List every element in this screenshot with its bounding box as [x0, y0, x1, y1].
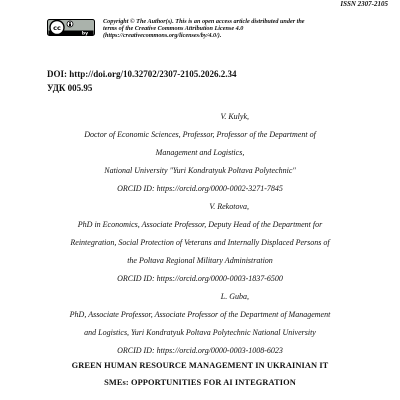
license-line: terms of the Creative Commons Attribution License 4.0 — [103, 25, 244, 33]
author-affiliation: the Poltava Regional Military Administration — [127, 256, 273, 265]
author-affiliation: and Logistics, Yuri Kondratyuk Poltava Polytechnic National University — [84, 328, 316, 337]
author-affiliation: PhD in Economics, Associate Professor, Deputy Head of the Department for — [77, 220, 323, 229]
author-name: V. Kulyk, — [220, 112, 249, 121]
issn-number: ISSN 2307-2105 — [340, 0, 388, 8]
author-orcid: ORCID ID: https://orcid.org/0000-0003-1837-6500 — [117, 274, 283, 283]
license-notice — [103, 18, 373, 40]
license-line: Copyright © The Author(s). This is an open access article distributed under the — [103, 18, 305, 25]
cc-icon: cc — [53, 23, 61, 32]
by-label: by — [81, 31, 89, 36]
author-affiliation: Doctor of Economic Sciences, Professor, Professor of the Department of — [84, 130, 316, 139]
author-affiliation: Management and Logistics, — [155, 148, 245, 157]
udc-code: УДК 005.95 — [47, 83, 93, 93]
cc-by-license-badge — [47, 19, 95, 36]
author-affiliation: National University "Yuri Kondratyuk Poltava Polytechnic" — [104, 166, 296, 175]
author-orcid: ORCID ID: https://orcid.org/0000-0002-3271-7845 — [117, 184, 283, 193]
paper-title: SMEs: OPPORTUNITIES FOR AI INTEGRATION — [104, 378, 296, 387]
doi-line: DOI: http://doi.org/10.32702/2307-2105.2026.2.34 — [47, 69, 237, 79]
author-orcid: ORCID ID: https://orcid.org/0000-0003-1008-6023 — [117, 346, 283, 355]
author-name: V. Rekotova, — [209, 202, 249, 211]
author-affiliation: Reintegration, Social Protection of Veterans and Internally Displaced Persons of — [70, 238, 330, 247]
paper-title: GREEN HUMAN RESOURCE MANAGEMENT IN UKRAINIAN IT — [71, 361, 329, 370]
license-line: (https://creativecommons.org/licenses/by/4.0/). — [103, 32, 222, 40]
author-affiliation: PhD, Associate Professor, Associate Professor of the Department of Management — [69, 310, 331, 319]
author-name: L. Guba, — [220, 292, 249, 301]
